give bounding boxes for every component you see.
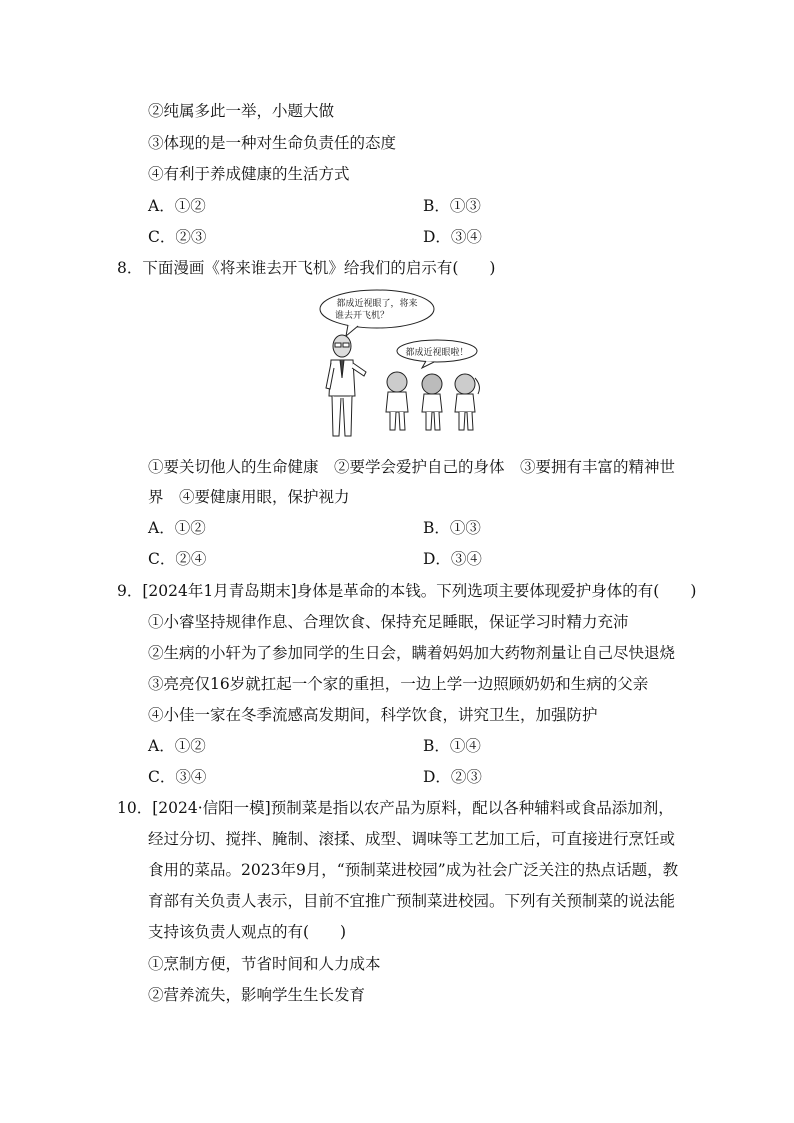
q7-option-b: B．①③ [423, 197, 481, 215]
q9-item-1: ①小睿坚持规律作息、合理饮食、保持充足睡眠，保证学习时精力充沛 [148, 613, 629, 631]
q8-option-d: D．③④ [423, 550, 482, 568]
q10-item-2: ②营养流失，影响学生生长发育 [148, 986, 366, 1004]
teacher-bubble-line2: 谁去开飞机？ [334, 311, 390, 321]
q10-stem-line2: 经过分切、搅拌、腌制、滚揉、成型、调味等工艺加工后，可直接进行烹饪或 [148, 830, 676, 848]
q9-option-d: D．②③ [423, 768, 482, 786]
q9-item-4: ④小佳一家在冬季流感高发期间，科学饮食，讲究卫生，加强防护 [148, 706, 598, 724]
q10-stem-line3: 食用的菜品。2023年9月，“预制菜进校园”成为社会广泛关注的热点话题，教 [148, 861, 679, 879]
q8-option-b: B．①③ [423, 519, 481, 537]
q7-option-d: D．③④ [423, 228, 482, 246]
child-figure-2 [422, 374, 442, 430]
q8-items-line2: 界 ④要健康用眼，保护视力 [148, 488, 350, 506]
q10-stem-line1: 10．[2024·信阳一模]预制菜是指以农产品为原料，配以各种辅料或食品添加剂， [117, 799, 674, 817]
q9-item-3: ③亮亮仅16岁就扛起一个家的重担，一边上学一边照顾奶奶和生病的父亲 [148, 675, 649, 693]
q7-item-3: ③体现的是一种对生命负责任的态度 [148, 134, 397, 152]
q10-stem-line5: 支持该负责人观点的有( ) [148, 923, 347, 941]
q9-option-c: C．③④ [148, 768, 207, 786]
child-figure-3 [455, 374, 479, 430]
teacher-speech-bubble [320, 290, 434, 328]
cartoon-illustration [318, 288, 494, 440]
q10-stem-line4: 育部有关负责人表示，目前不宜推广预制菜进校园。下列有关预制菜的说法能 [148, 892, 676, 910]
q9-item-2: ②生病的小轩为了参加同学的生日会，瞒着妈妈加大药物剂量让自己尽快退烧 [148, 644, 676, 662]
q9-stem: 9．[2024年1月青岛期末]身体是革命的本钱。下列选项主要体现爱护身体的有( ) [117, 582, 697, 600]
q7-option-c: C．②③ [148, 228, 207, 246]
q7-item-4: ④有利于养成健康的生活方式 [148, 165, 350, 183]
kids-bubble-text: 都成近视眼啦！ [405, 348, 469, 358]
q9-option-b: B．①④ [423, 737, 481, 755]
teacher-figure [326, 335, 366, 436]
child-figure-1 [386, 372, 408, 430]
q8-option-a: A．①② [148, 519, 206, 537]
q10-item-1: ①烹制方便，节省时间和人力成本 [148, 955, 381, 973]
q7-option-a: A．①② [148, 197, 206, 215]
q9-option-a: A．①② [148, 737, 206, 755]
q8-items-line1: ①要关切他人的生命健康 ②要学会爱护自己的身体 ③要拥有丰富的精神世 [148, 458, 676, 476]
teacher-bubble-line1: 都成近视眼了，将来 [336, 299, 418, 309]
q7-item-2: ②纯属多此一举，小题大做 [148, 102, 335, 120]
q8-stem: 8．下面漫画《将来谁去开飞机》给我们的启示有( ) [117, 259, 496, 277]
q8-option-c: C．②④ [148, 550, 207, 568]
